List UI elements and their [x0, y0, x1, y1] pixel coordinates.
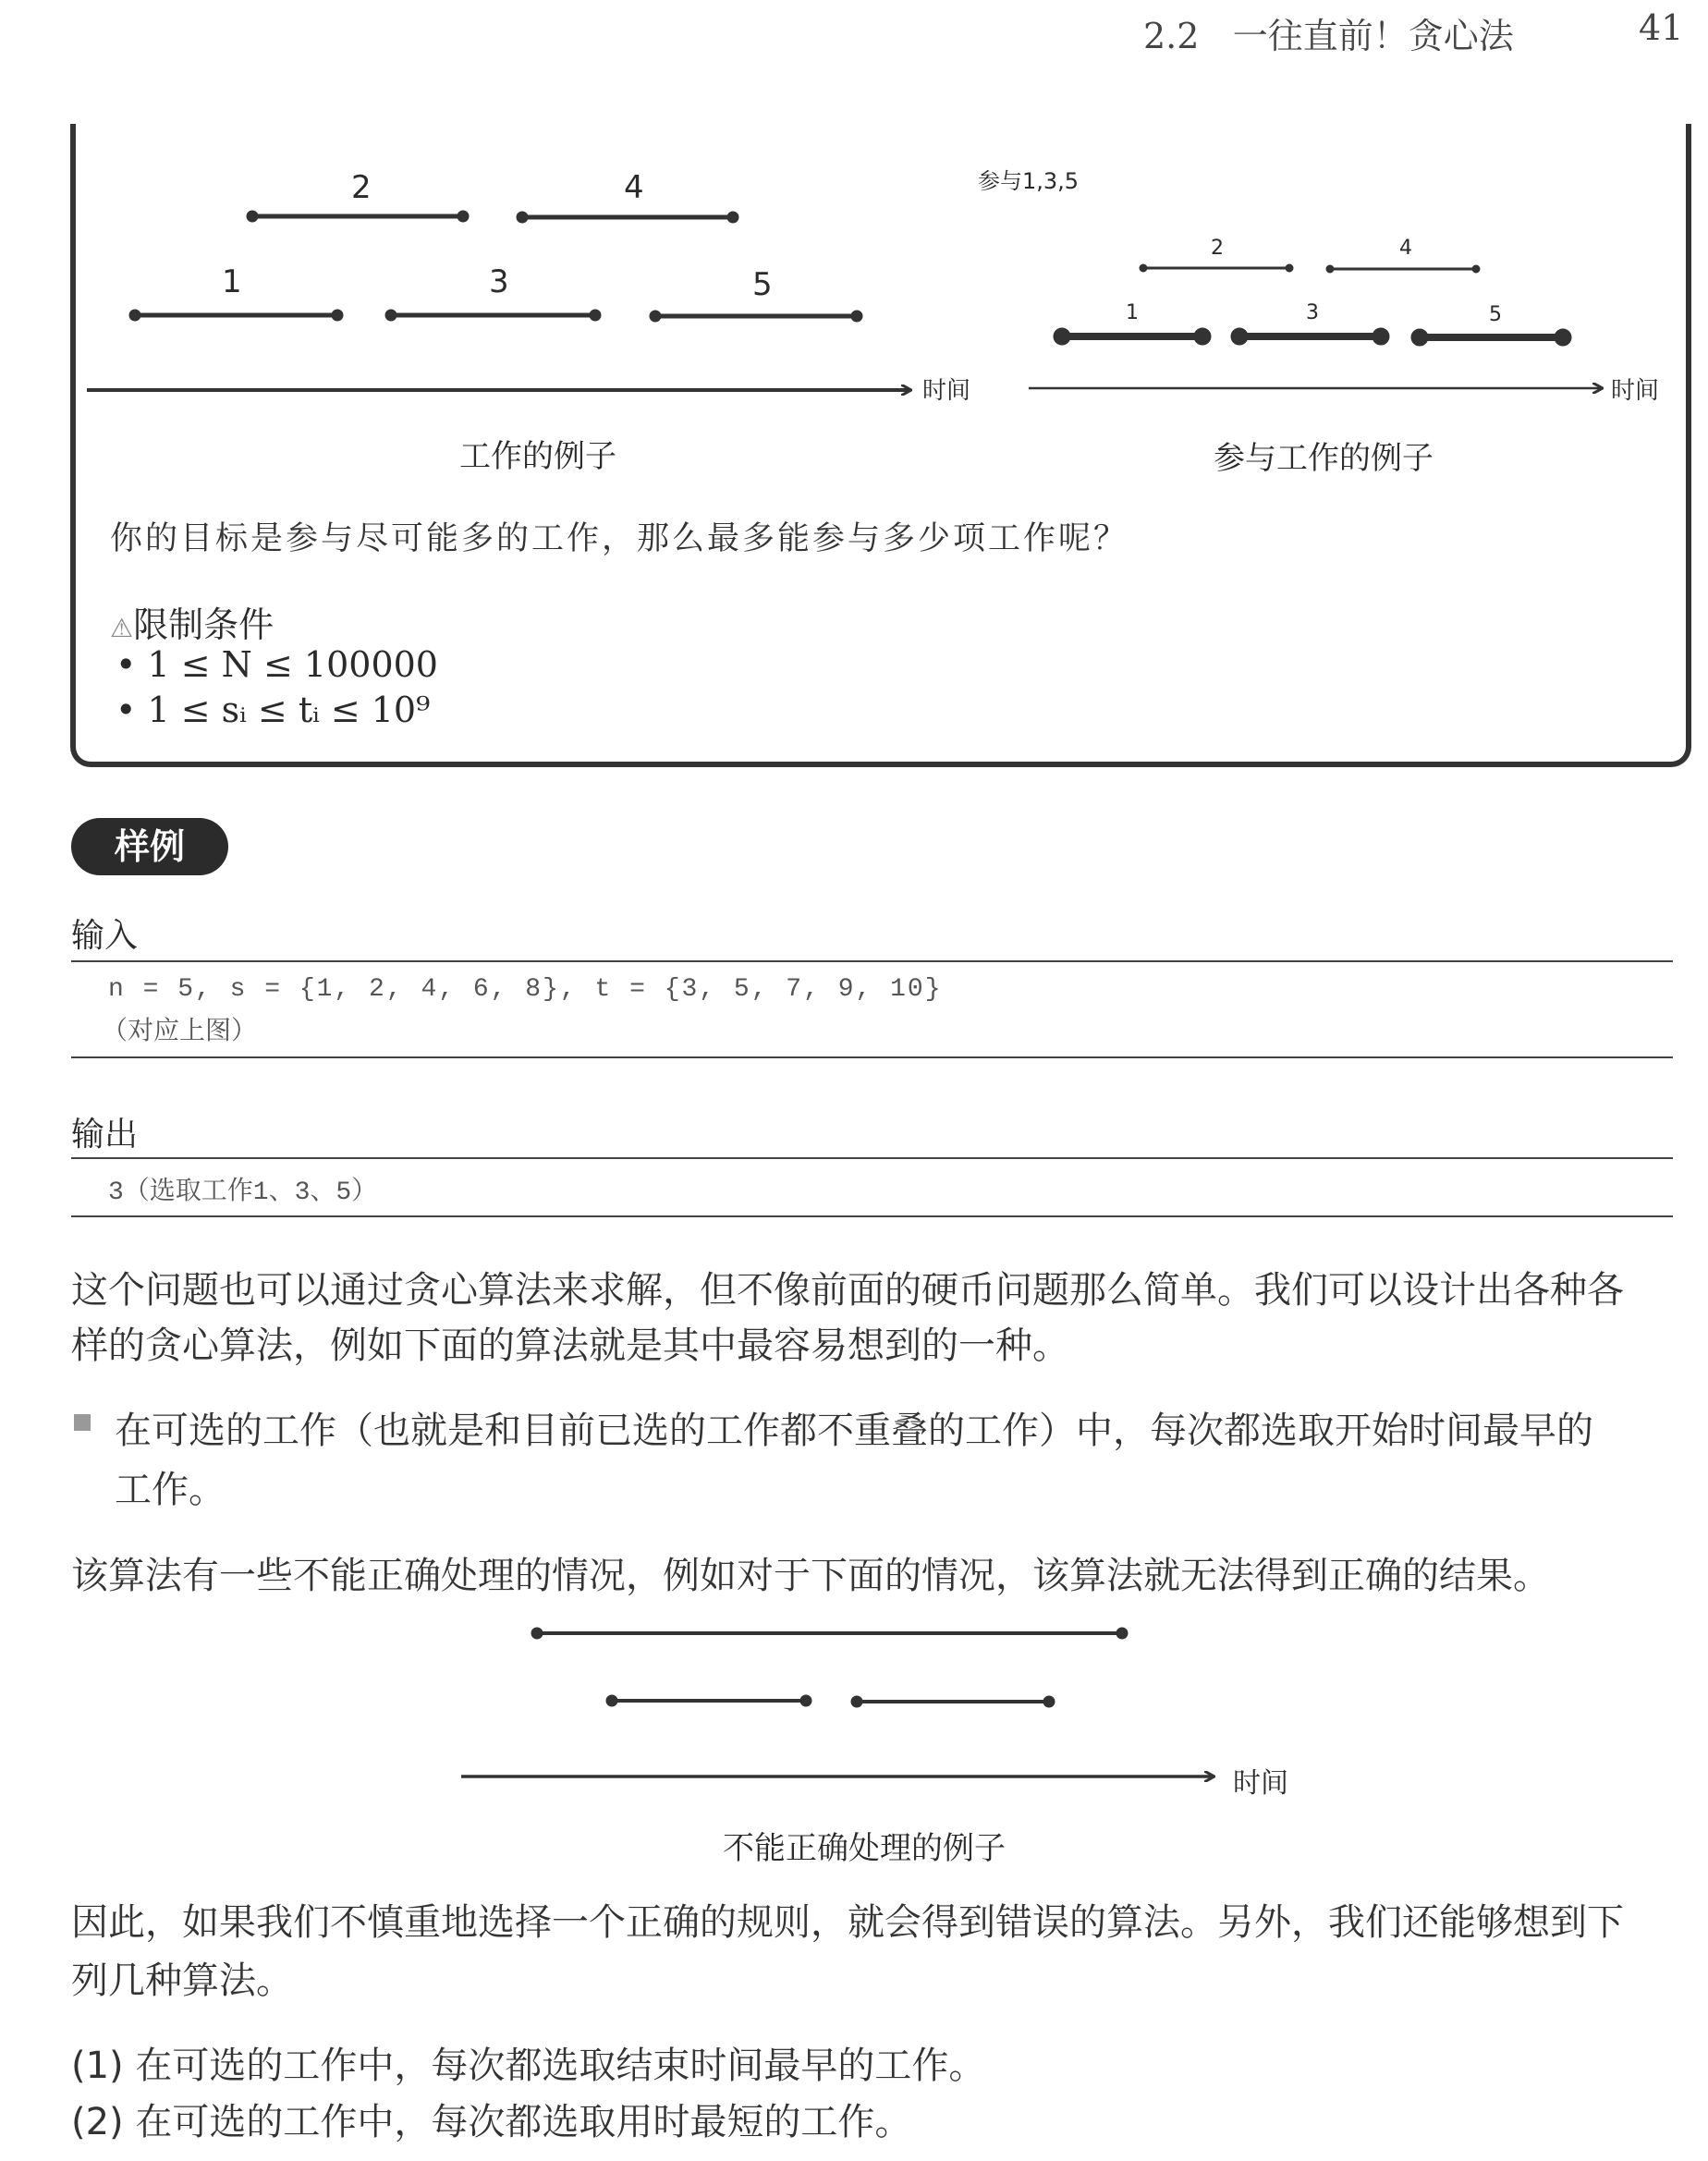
short-job-a	[606, 1695, 811, 1706]
selected-job-5	[1411, 329, 1571, 346]
selected-job-1	[1054, 328, 1211, 345]
bullet-line-2: 工作。	[115, 1469, 226, 1511]
output-heading: 输出	[71, 1116, 139, 1154]
axis-label: 时间	[922, 377, 971, 405]
paragraph-3-line-2: 列几种算法。	[71, 1960, 293, 2002]
input-heading: 输入	[71, 917, 139, 955]
job-interval-4	[517, 212, 738, 223]
job-label-3: 3	[1306, 301, 1319, 324]
square-bullet-icon	[74, 1414, 91, 1431]
divider	[71, 1157, 1673, 1159]
divider	[71, 1056, 1673, 1058]
output-line: 3（选取工作1、3、5）	[108, 1178, 378, 1207]
input-line-1: n = 5, s = {1, 2, 4, 6, 8}, t = {3, 5, 7, 9, 10}	[108, 975, 943, 1004]
job-interval-3	[385, 310, 601, 321]
short-job-b	[851, 1696, 1055, 1707]
counterexample-diagram	[461, 1628, 1214, 1776]
bullet-line-1: 在可选的工作（也就是和目前已选的工作都不重叠的工作）中，每次都选取开始时间最早的	[115, 1410, 1593, 1452]
constraint-1: • 1 ≤ N ≤ 100000	[116, 644, 438, 685]
chapter-title: 一往直前！贪心法	[1232, 16, 1514, 56]
job-label-1: 1	[222, 263, 242, 300]
left-diagram	[87, 211, 910, 390]
job-label-1: 1	[1126, 301, 1139, 324]
divider	[71, 960, 1673, 962]
list-item-1: (1) 在可选的工作中，每次都选取结束时间最早的工作。	[71, 2045, 986, 2087]
job-interval-2	[1140, 264, 1293, 272]
page-number: 41	[1639, 7, 1684, 48]
paragraph-1-line-2: 样的贪心算法，例如下面的算法就是其中最容易想到的一种。	[71, 1325, 1069, 1367]
section-number: 2.2	[1143, 16, 1200, 56]
constraints-heading	[110, 596, 274, 647]
warning-icon: ⚠	[110, 613, 134, 643]
input-line-2: （对应上图）	[102, 1019, 258, 1047]
left-caption: 工作的例子	[459, 438, 616, 475]
paragraph-1-line-1: 这个问题也可以通过贪心算法来求解，但不像前面的硬币问题那么简单。我们可以设计出各种各	[71, 1269, 1624, 1312]
paragraph-2: 该算法有一些不能正确处理的情况，例如对于下面的情况，该算法就无法得到正确的结果。	[71, 1555, 1550, 1597]
constraint-2: • 1 ≤ sᵢ ≤ tᵢ ≤ 10⁹	[116, 690, 431, 730]
job-interval-2	[247, 211, 469, 222]
job-interval-4	[1326, 265, 1480, 273]
divider	[71, 1215, 1673, 1217]
job-label-5: 5	[1489, 303, 1502, 326]
job-interval-5	[650, 311, 862, 322]
job-label-5: 5	[752, 266, 773, 303]
list-item-2: (2) 在可选的工作中，每次都选取用时最短的工作。	[71, 2101, 912, 2143]
axis-label: 时间	[1233, 1767, 1288, 1800]
long-job	[531, 1628, 1128, 1639]
job-interval-1	[129, 310, 343, 321]
problem-question: 你的目标是参与尽可能多的工作，那么最多能参与多少项工作呢？	[110, 520, 1129, 557]
sample-badge: 样例	[71, 818, 228, 875]
job-label-2: 2	[1211, 237, 1224, 260]
constraint-text: 1 ≤ N ≤ 100000	[147, 644, 438, 685]
right-diagram	[1029, 264, 1602, 388]
paragraph-3-line-1: 因此，如果我们不慎重地选择一个正确的规则，就会得到错误的算法。另外，我们还能够想到下	[71, 1901, 1624, 1944]
job-label-3: 3	[489, 263, 509, 300]
right-caption: 参与工作的例子	[1214, 440, 1434, 477]
figure2-caption: 不能正确处理的例子	[723, 1830, 1006, 1867]
selected-job-3	[1231, 328, 1389, 345]
job-label-4: 4	[624, 169, 644, 206]
job-label-4: 4	[1399, 237, 1412, 260]
selected-note: 参与1,3,5	[978, 168, 1080, 194]
constraints-title: 限制条件	[133, 604, 274, 645]
constraint-text: 1 ≤ sᵢ ≤ tᵢ ≤ 10⁹	[147, 690, 431, 730]
axis-label: 时间	[1611, 377, 1660, 405]
job-label-2: 2	[351, 169, 372, 206]
